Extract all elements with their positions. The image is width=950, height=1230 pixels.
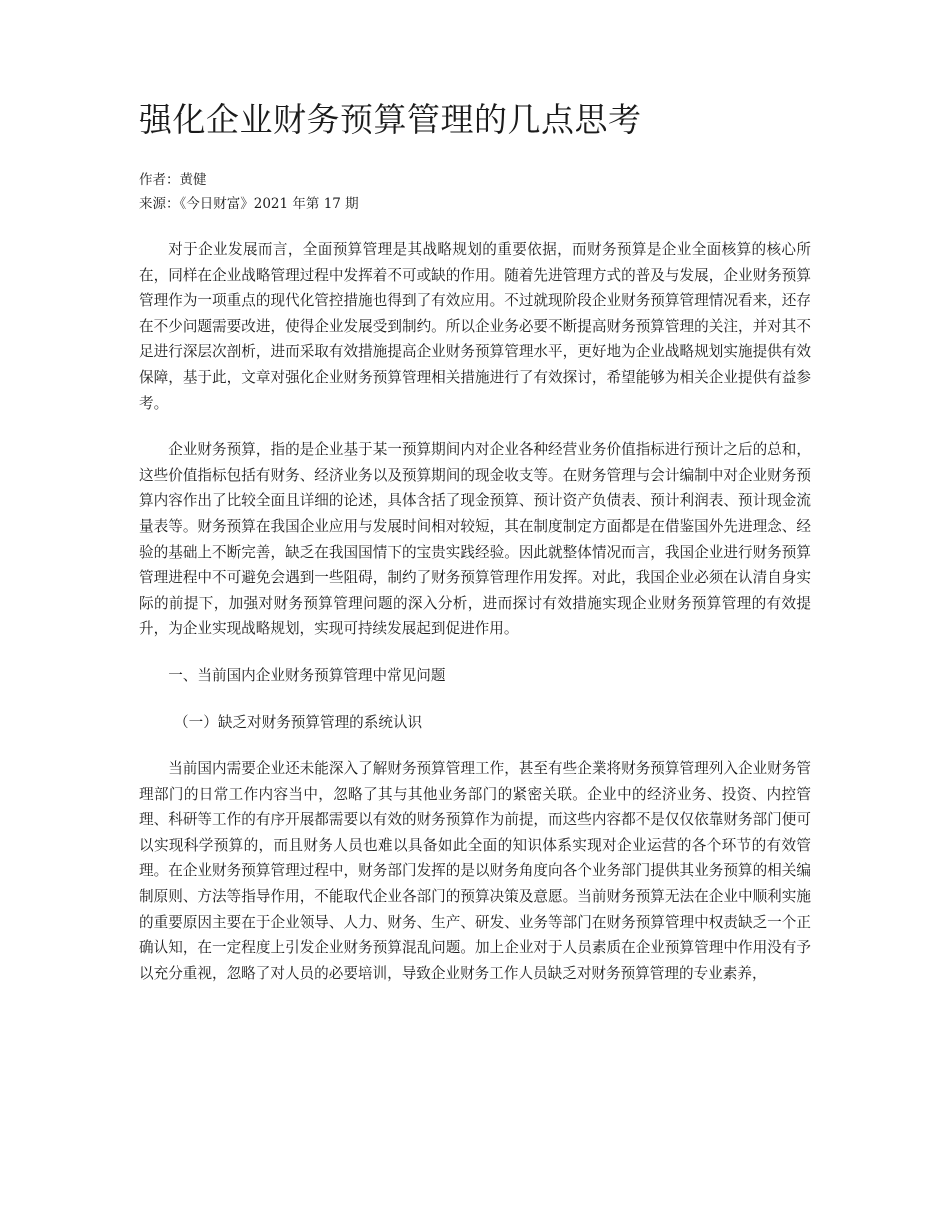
paragraph-definition: 企业财务预算，指的是企业基于某一预算期间内对企业各种经营业务价值指标进行预计之后的总和，这些价值指标包括有财务、经济业务以及预算期间的现金收支等。在财务管理与会计编制中对企业财务预算内容作出了比较全面且详细的论述，具体含括了现金预算、预计资产负债表、预计利润表、预计现金流量表等。财务预算在我国企业应用与发展时间相对较短，其在制度制定方面都是在借鉴国外先进理念、经验的基础上不断完善，缺乏在我国国情下的宝贵实践经验。因此就整体情况而言，我国企业进行财务预算管理进程中不可避免会遇到一些阻碍，制约了财务预算管理作用发挥。对此，我国企业必须在认清自身实际的前提下，加强对财务预算管理问题的深入分析，进而探讨有效措施实现企业财务预算管理的有效提升，为企业实现战略规划，实现可持续发展起到促进作用。 (139, 441, 811, 638)
paragraph-intro: 对于企业发展而言，全面预算管理是其战略规划的重要依据，而财务预算是企业全面核算的核心所在，同样在企业战略管理过程中发挥着不可或缺的作用。随着先进管理方式的普及与发展，企业财务预算管理作为一项重点的现代化管控措施也得到了有效应用。不过就现阶段企业财务预算管理情况看来，还存在不少问题需要改进，使得企业发展受到制约。所以企业务必要不断提高财务预算管理的关注，并对其不足进行深层次剖析，进而采取有效措施提高企业财务预算管理水平，更好地为企业战略规划实施提供有效保障，基于此，文章对强化企业财务预算管理相关措施进行了有效探讨，希望能够为相关企业提供有益参考。 (139, 241, 811, 412)
article-body (139, 237, 811, 1007)
source-line: 来源：《今日财富》2021 年第 17 期 (139, 196, 359, 212)
subsection-heading: （一）缺乏对财务预算管理的系统认识 (174, 713, 423, 731)
article-title: 强化企业财务预算管理的几点思考 (139, 100, 642, 139)
paragraph-problem-one: 当前国内需要企业还未能深入了解财务预算管理工作，甚至有些企業将财务预算管理列入企业财务管理部门的日常工作内容当中，忽略了其与其他业务部门的紧密关联。企业中的经济业务、投资、内控管理、科研等工作的有序开展都需要以有效的财务预算作为前提，而这些内容都不是仅仅依靠财务部门便可以实现科学预算的，而且财务人员也难以具备如此全面的知识体系实现对企业运营的各个环节的有效管理。在企业财务预算管理过程中，财务部门发挥的是以财务角度向各个业务部门提供其业务预算的相关编制原则、方法等指导作用，不能取代企业各部门的预算决策及意愿。当前财务预算无法在企业中顺利实施的重要原因主要在于企业领导、人力、财务、生产、研发、业务等部门在财务预算管理中权责缺乏一个正确认知，在一定程度上引发企业财务预算混乱问题。加上企业对于人员素质在企业预算管理中作用没有予以充分重视，忽略了对人员的必要培训，导致企业财务工作人员缺乏对财务预算管理的专业素养， (139, 760, 811, 982)
author-line: 作者：黄健 (139, 172, 207, 188)
section-heading: 一、当前国内企业财务预算管理中常见问题 (168, 666, 446, 684)
